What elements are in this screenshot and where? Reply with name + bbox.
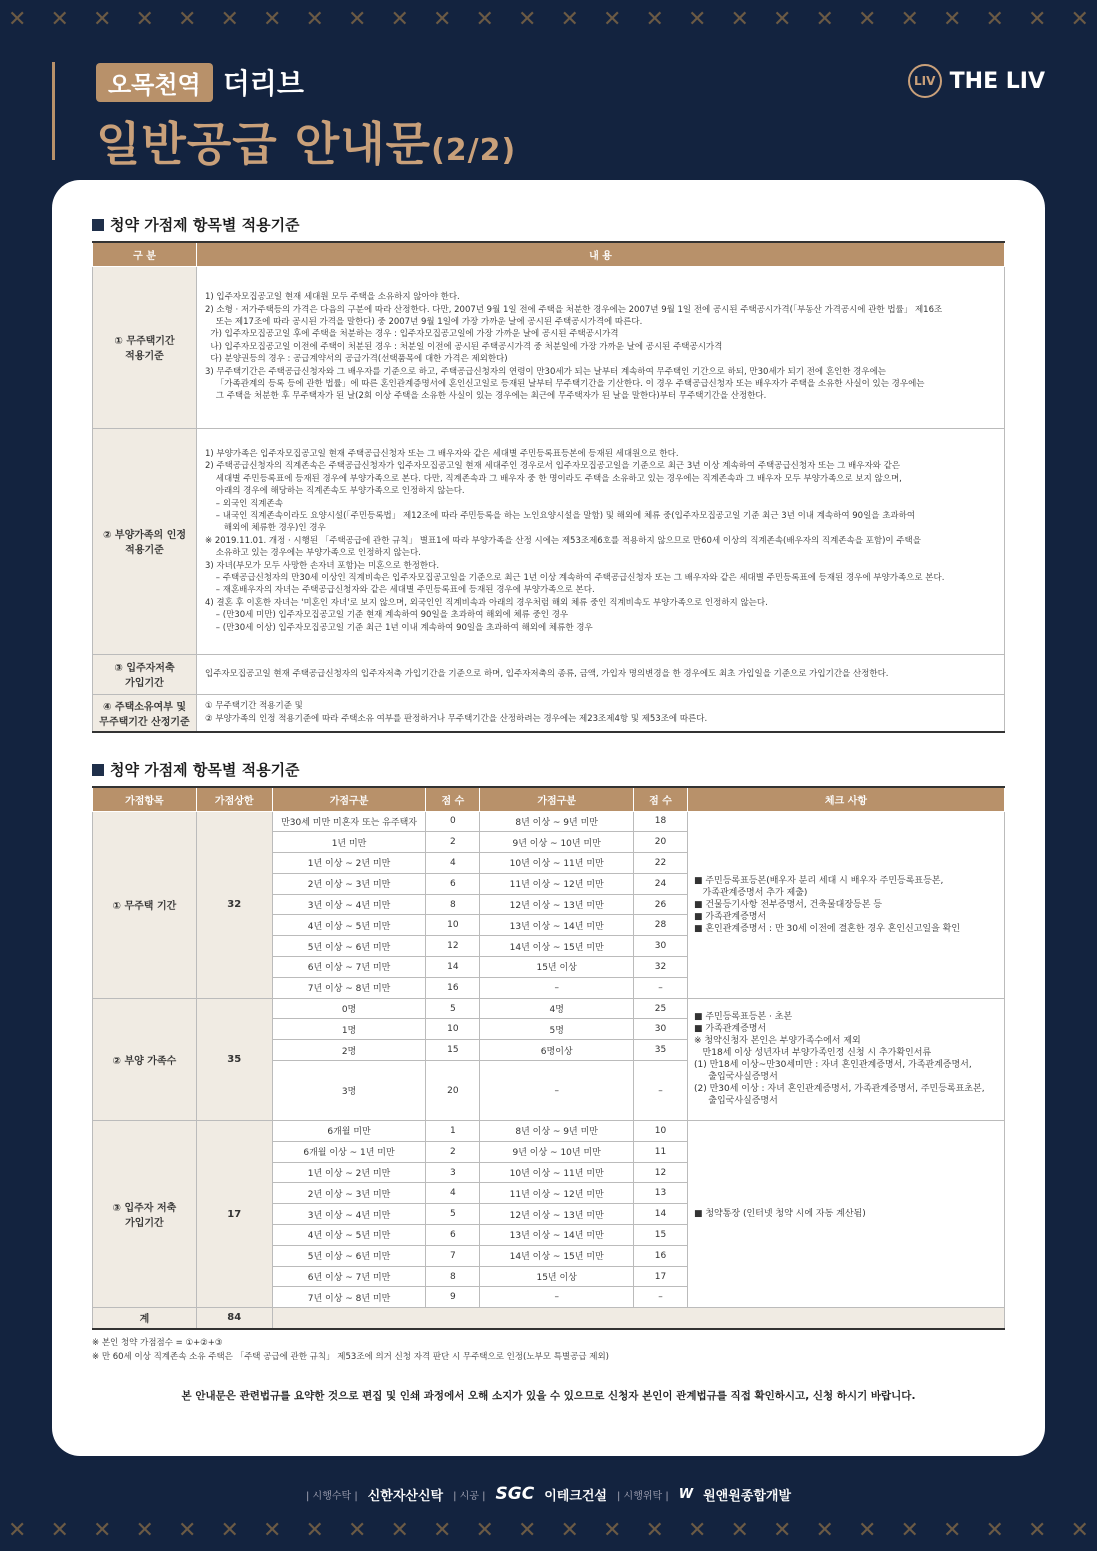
score-cell: 16	[426, 977, 480, 998]
developer-name: 원앤원종합개발	[703, 1488, 791, 1504]
cross-ornament-icon: ✕	[305, 7, 324, 32]
score-cell: 8년 이상 ~ 9년 미만	[480, 811, 634, 832]
score-cell: 5년 이상 ~ 6년 미만	[272, 936, 426, 957]
score-cell: 11년 이상 ~ 12년 미만	[480, 1183, 634, 1204]
header	[96, 62, 516, 174]
score-cell: 1년 이상 ~ 2년 미만	[272, 1162, 426, 1183]
score-max: 32	[196, 811, 272, 998]
criteria-label: ① 무주택기간 적용기준	[93, 266, 197, 428]
score-col-header: 점 수	[634, 787, 688, 811]
cross-ornament-icon: ✕	[1070, 1518, 1089, 1543]
score-table	[92, 786, 1005, 1330]
note-line: ※ 만 60세 이상 직계존속 소유 주택은 「주택 공급에 관한 규칙」 제53조에 의거 신청 자격 판단 시 무주택으로 인정(노부모 특별공급 제외)	[92, 1351, 609, 1362]
score-item-label: ③ 입주자 저축 가입기간	[93, 1121, 197, 1308]
score-cell: 20	[426, 1061, 480, 1121]
col-content: 내 용	[197, 242, 1005, 266]
total-label: 계	[93, 1308, 197, 1329]
score-cell: 32	[634, 957, 688, 978]
score-col-header: 가점항목	[93, 787, 197, 811]
cross-ornament-icon: ✕	[560, 7, 579, 32]
sgc-logo-icon: SGC	[495, 1484, 535, 1504]
score-cell: 1	[426, 1121, 480, 1142]
cross-ornament-icon: ✕	[50, 7, 69, 32]
cross-ornament-icon: ✕	[93, 7, 112, 32]
trustee-name: 신한자산신탁	[367, 1488, 444, 1504]
content-line: 1) 입주자모집공고일 현재 세대원 모두 주택을 소유하지 않아야 한다.	[205, 292, 460, 303]
score-cell: 7년 이상 ~ 8년 미만	[272, 977, 426, 998]
cross-ornament-icon: ✕	[900, 7, 919, 32]
score-cell: 35	[634, 1040, 688, 1061]
score-cell: 7	[426, 1245, 480, 1266]
score-cell: 만30세 미만 미혼자 또는 유주택자	[272, 811, 426, 832]
content-line: – 내국인 직계존속이라도 요양시설(「주민등록법」 제12조에 따라 주민등록을 하는 노인요양시설을 말함) 및 해외에 체류 중(입주자모집공고일 기준 최근 3년 이내 계속하여 90일을 초과하여	[205, 510, 916, 521]
cross-ornament-icon: ✕	[1028, 1518, 1047, 1543]
content-line: – (만30세 미만) 입주자모집공고일 기준 현재 계속하여 90일을 초과하여 해외에 체류 중인 경우	[205, 610, 569, 621]
score-col-header: 점 수	[426, 787, 480, 811]
cross-ornament-icon: ✕	[475, 7, 494, 32]
score-cell: 10	[426, 915, 480, 936]
score-cell: 15년 이상	[480, 1266, 634, 1287]
cross-ornament-icon: ✕	[603, 1518, 622, 1543]
bottom-decoration	[0, 1511, 1097, 1551]
score-cell: 8	[426, 1266, 480, 1287]
criteria-row	[93, 266, 1005, 428]
cross-ornament-icon: ✕	[730, 7, 749, 32]
score-row	[93, 811, 1005, 832]
page-title: 일반공급 안내문(2/2)	[96, 117, 517, 171]
cross-ornament-icon: ✕	[135, 1518, 154, 1543]
score-cell: 14	[426, 957, 480, 978]
check-line: ■ 혼인관계증명서 : 만 30세 이전에 결혼한 경우 혼인신고일을 확인	[693, 923, 961, 934]
col-gubun: 구 분	[93, 242, 197, 266]
the-liv-logo	[908, 64, 1045, 98]
score-cell: 1년 이상 ~ 2년 미만	[272, 853, 426, 874]
content-line: – 외국인 직계존속	[205, 498, 283, 509]
section1-title: 청약 가점제 항목별 적용기준	[92, 214, 1005, 235]
score-cell: 2	[426, 832, 480, 853]
score-cell: –	[480, 977, 634, 998]
score-cell: 24	[634, 873, 688, 894]
score-cell: 10년 이상 ~ 11년 미만	[480, 853, 634, 874]
cross-ornament-icon: ✕	[263, 1518, 282, 1543]
station-tag: 오목천역	[96, 63, 213, 102]
check-line: 만18세 이상 성년자녀 부양가족인정 신청 시 추가확인서류	[693, 1048, 932, 1059]
cross-ornament-icon: ✕	[815, 7, 834, 32]
top-decoration	[0, 0, 1097, 40]
cross-ornament-icon: ✕	[943, 1518, 962, 1543]
check-line: ■ 주민등록표등본 · 초본	[693, 1012, 793, 1023]
content-line: 2) 주택공급신청자의 직계존속은 주택공급신청자가 입주자모집공고일 현재 세대주인 경우로서 입주자모집공고일을 기준으로 최근 3년 이상 계속하여 주택공급신청자 또는 그 배우자와 같은	[205, 461, 901, 472]
content-line: – (만30세 이상) 입주자모집공고일 기준 최근 1년 이내 계속하여 90일을 초과하여 해외에 체류한 경우	[205, 622, 593, 633]
check-line: ■ 주민등록표등본(배우자 분리 세대 시 배우자 주민등록표등본,	[693, 875, 944, 886]
square-bullet-icon	[92, 764, 104, 776]
score-cell: 14	[634, 1204, 688, 1225]
score-cell: –	[480, 1061, 634, 1121]
score-cell: 4	[426, 1183, 480, 1204]
score-cell: 6년 이상 ~ 7년 미만	[272, 957, 426, 978]
score-max: 35	[196, 998, 272, 1120]
score-cell: 14년 이상 ~ 15년 미만	[480, 1245, 634, 1266]
score-cell: 9	[426, 1287, 480, 1308]
criteria-label: ③ 입주자저축 가입기간	[93, 654, 197, 694]
score-row	[93, 998, 1005, 1019]
cross-ornament-icon: ✕	[858, 1518, 877, 1543]
cross-ornament-icon: ✕	[1070, 7, 1089, 32]
trustee-label: | 시행수탁 |	[305, 1490, 358, 1502]
score-cell: 8년 이상 ~ 9년 미만	[480, 1121, 634, 1142]
score-cell: 5명	[480, 1019, 634, 1040]
score-cell: 0명	[272, 998, 426, 1019]
score-cell: 16	[634, 1245, 688, 1266]
score-cell: 12	[426, 936, 480, 957]
score-cell: 10	[426, 1019, 480, 1040]
cross-ornament-icon: ✕	[985, 7, 1004, 32]
check-line: 가족관계증명서 추가 제출)	[693, 887, 808, 898]
score-cell: 8	[426, 894, 480, 915]
score-cell: 28	[634, 915, 688, 936]
cross-ornament-icon: ✕	[475, 1518, 494, 1543]
cross-ornament-icon: ✕	[900, 1518, 919, 1543]
content-line: 입주자모집공고일 현재 주택공급신청자의 입주자저축 가입기간을 기준으로 하며, 입주자저축의 종류, 금액, 가입자 명의변경을 한 경우에도 최초 가입일을 기준으로 가입기간을 산정한다.	[205, 668, 889, 679]
cross-ornament-icon: ✕	[433, 1518, 452, 1543]
content-line: 소유하고 있는 경우에는 부양가족으로 인정하지 않는다.	[205, 548, 421, 559]
cross-ornament-icon: ✕	[390, 1518, 409, 1543]
score-cell: 30	[634, 936, 688, 957]
cross-ornament-icon: ✕	[645, 1518, 664, 1543]
score-cell: 13년 이상 ~ 14년 미만	[480, 915, 634, 936]
score-cell: 25	[634, 998, 688, 1019]
score-item-label: ② 부양 가족수	[93, 998, 197, 1120]
notes	[92, 1336, 1005, 1364]
check-line: (1) 만18세 이상~만30세미만 : 자녀 혼인관계증명서, 가족관계증명서,	[693, 1060, 972, 1071]
logo-text: THE LIV	[949, 68, 1045, 94]
score-cell: 6	[426, 873, 480, 894]
content-line: ① 무주택기간 적용기준 및	[205, 701, 303, 712]
score-cell: 10년 이상 ~ 11년 미만	[480, 1162, 634, 1183]
total-blank	[272, 1308, 1004, 1329]
cross-ornament-icon: ✕	[645, 7, 664, 32]
check-line: ■ 청약통장 (인터넷 청약 시에 자동 계산됨)	[693, 1209, 866, 1220]
score-cell: 4명	[480, 998, 634, 1019]
score-cell: 12	[634, 1162, 688, 1183]
content-line: ② 부양가족의 인정 적용기준에 따라 주택소유 여부를 판정하거나 무주택기간을 산정하려는 경우에는 제23조제4항 및 제53조에 따른다.	[205, 713, 708, 724]
check-line: ■ 건물등기사항 전부증명서, 건축물대장등본 등	[693, 899, 882, 910]
criteria-row	[93, 428, 1005, 654]
cross-ornament-icon: ✕	[688, 1518, 707, 1543]
content-line: 가) 입주자모집공고일 후에 주택을 처분하는 경우 : 입주자모집공고일에 가장 가까운 날에 공시된 주택공시가격	[205, 329, 619, 340]
cross-ornament-icon: ✕	[943, 7, 962, 32]
cross-ornament-icon: ✕	[220, 7, 239, 32]
cross-ornament-icon: ✕	[178, 1518, 197, 1543]
score-cell: 4년 이상 ~ 5년 미만	[272, 915, 426, 936]
cross-ornament-icon: ✕	[815, 1518, 834, 1543]
score-cell: 20	[634, 832, 688, 853]
score-cell: 5년 이상 ~ 6년 미만	[272, 1245, 426, 1266]
content-line: 해외에 체류한 경우)인 경우	[205, 523, 326, 534]
cross-ornament-icon: ✕	[50, 1518, 69, 1543]
score-cell: 13	[634, 1183, 688, 1204]
score-cell: 4	[426, 853, 480, 874]
cross-ornament-icon: ✕	[433, 7, 452, 32]
check-items	[687, 1121, 1004, 1308]
criteria-label: ② 부양가족의 인정 적용기준	[93, 428, 197, 654]
score-cell: 9년 이상 ~ 10년 미만	[480, 832, 634, 853]
score-cell: 12년 이상 ~ 13년 미만	[480, 1204, 634, 1225]
score-cell: 15	[634, 1225, 688, 1246]
content-line: 2) 소형 · 저가주택등의 가격은 다음의 구분에 따라 산정한다. 다만, 2007년 9월 1일 전에 주택을 처분한 경우에는 2007년 9월 1일 전에 공시된 주택공시가격(「부동산 가격공시에 관한 법률」 제16조	[205, 304, 943, 315]
cross-ornament-icon: ✕	[603, 7, 622, 32]
content-line: – 주택공급신청자의 만30세 이상인 직계비속은 입주자모집공고일을 기준으로 최근 1년 이상 계속하여 주택공급신청자 또는 그 배우자와 같은 세대별 주민등록표에 등재된 경우에 부양가족으로 본다.	[205, 573, 945, 584]
disclaimer: 본 안내문은 관련법규를 요약한 것으로 편집 및 인쇄 과정에서 오해 소지가 있을 수 있으므로 신청자 본인이 관계법규를 직접 확인하시고, 신청 하시기 바랍니다.	[181, 1389, 916, 1402]
criteria-content	[197, 694, 1005, 732]
criteria-row	[93, 694, 1005, 732]
cross-ornament-icon: ✕	[985, 1518, 1004, 1543]
score-cell: 7년 이상 ~ 8년 미만	[272, 1287, 426, 1308]
score-cell: 13년 이상 ~ 14년 미만	[480, 1225, 634, 1246]
content-line: 세대별 주민등록표에 등재된 경우에 부양가족으로 본다. 다만, 직계존속과 그 배우자 중 한 명이라도 주택을 소유하고 있는 경우에는 직계존속과 그 배우자 모두 부양가족으로 보지 않으며,	[205, 473, 902, 484]
cross-ornament-icon: ✕	[8, 7, 27, 32]
score-cell: –	[634, 1287, 688, 1308]
criteria-content	[197, 266, 1005, 428]
criteria-label: ④ 주택소유여부 및 무주택기간 산정기준	[93, 694, 197, 732]
score-cell: 9년 이상 ~ 10년 미만	[480, 1141, 634, 1162]
score-cell: 18	[634, 811, 688, 832]
brand-subtitle: 더리브	[222, 67, 304, 100]
score-col-header: 가점구분	[272, 787, 426, 811]
score-cell: –	[634, 977, 688, 998]
cross-ornament-icon: ✕	[730, 1518, 749, 1543]
check-line: ※ 청약신청자 본인은 부양가족수에서 제외	[693, 1036, 861, 1047]
score-col-header: 가점상한	[196, 787, 272, 811]
header-accent-line	[52, 62, 55, 160]
content-line: 또는 제17조에 따라 공시된 가격을 말한다) 중 2007년 9월 1일에 가장 가까운 날에 공시된 주택공시가격에 따른다.	[205, 316, 643, 327]
liv-logo-icon: LIV	[908, 64, 942, 98]
cross-ornament-icon: ✕	[560, 1518, 579, 1543]
cross-ornament-icon: ✕	[305, 1518, 324, 1543]
score-cell: 6년 이상 ~ 7년 미만	[272, 1266, 426, 1287]
score-cell: 17	[634, 1266, 688, 1287]
cross-ornament-icon: ✕	[263, 7, 282, 32]
cross-ornament-icon: ✕	[518, 7, 537, 32]
note-line: ※ 본인 청약 가점점수 = ①+②+③	[92, 1337, 223, 1348]
builder-label: | 시공 |	[453, 1490, 486, 1502]
score-cell: 3년 이상 ~ 4년 미만	[272, 1204, 426, 1225]
check-items	[687, 811, 1004, 998]
score-cell: 11	[634, 1141, 688, 1162]
content-line: 3) 자녀(부모가 모두 사망한 손자녀 포함)는 미혼으로 한정한다.	[205, 560, 440, 571]
total-value: 84	[196, 1308, 272, 1329]
score-cell: –	[634, 1061, 688, 1121]
w-logo-icon: W	[678, 1486, 694, 1502]
score-cell: 6	[426, 1225, 480, 1246]
cross-ornament-icon: ✕	[773, 1518, 792, 1543]
cross-ornament-icon: ✕	[348, 1518, 367, 1543]
page-number: (2/2)	[431, 133, 517, 168]
score-cell: 26	[634, 894, 688, 915]
content-line: ※ 2019.11.01. 개정 · 시행된 「주택공급에 관한 규칙」 별표1에 따라 부양가족을 산정 시에는 제53조제6호를 적용하지 않으므로 만60세 이상의 직계존속(배우자의 직계존속을 포함)이 주택을	[205, 535, 921, 546]
criteria-content	[197, 654, 1005, 694]
score-cell: 2년 이상 ~ 3년 미만	[272, 873, 426, 894]
check-line: ■ 가족관계증명서	[693, 911, 767, 922]
cross-ornament-icon: ✕	[8, 1518, 27, 1543]
score-cell: 10	[634, 1121, 688, 1142]
score-cell: 3년 이상 ~ 4년 미만	[272, 894, 426, 915]
builder-name: 이테크건설	[544, 1488, 607, 1504]
cross-ornament-icon: ✕	[1028, 7, 1047, 32]
score-cell: 5	[426, 1204, 480, 1225]
cross-ornament-icon: ✕	[390, 7, 409, 32]
score-cell: 15	[426, 1040, 480, 1061]
content-line: 다) 분양권등의 경우 : 공급계약서의 공급가격(선택품목에 대한 가격은 제외한다)	[205, 354, 508, 365]
criteria-table	[92, 241, 1005, 733]
check-items	[687, 998, 1004, 1120]
cross-ornament-icon: ✕	[348, 7, 367, 32]
cross-ornament-icon: ✕	[135, 7, 154, 32]
score-col-header: 체크 사항	[687, 787, 1004, 811]
score-cell: 6명이상	[480, 1040, 634, 1061]
score-cell: 6개월 이상 ~ 1년 미만	[272, 1141, 426, 1162]
content-line: 4) 결혼 후 이혼한 자녀는 '미혼인 자녀'로 보지 않으며, 외국인인 직계비속과 아래의 경우처럼 해외 체류 중인 직계비속도 부양가족으로 인정하지 않는다.	[205, 597, 768, 608]
score-cell: 14년 이상 ~ 15년 미만	[480, 936, 634, 957]
footer	[0, 1484, 1097, 1504]
cross-ornament-icon: ✕	[178, 7, 197, 32]
content-line: – 재혼배우자의 자녀는 주택공급신청자와 같은 세대별 주민등록표에 등재된 경우에 부양가족으로 본다.	[205, 585, 595, 596]
cross-ornament-icon: ✕	[773, 7, 792, 32]
score-cell: 2	[426, 1141, 480, 1162]
content-line: 「가족관계의 등록 등에 관한 법률」에 따른 혼인관계증명서에 혼인신고일로 등재된 날부터 무주택기간을 기산한다. 이 경우 주택공급신청자 또는 배우자가 주택을 소유한 사실이 있는 경우에는	[205, 379, 925, 390]
score-cell: 5	[426, 998, 480, 1019]
content-line: 그 주택을 처분한 후 무주택자가 된 날(2회 이상 주택을 소유한 사실이 있는 경우에는 최근에 무주택자가 된 날을 말한다)부터 무주택기간을 산정한다.	[205, 391, 767, 402]
content-line: 아래의 경우에 해당하는 직계존속도 부양가족으로 인정하지 않는다.	[205, 486, 465, 497]
score-cell: 11년 이상 ~ 12년 미만	[480, 873, 634, 894]
content-line: 나) 입주자모집공고일 이전에 주택이 처분된 경우 : 처분일 이전에 공시된 주택공시가격 중 처분일에 가장 가까운 날에 공시된 주택공시가격	[205, 341, 723, 352]
score-cell: 4년 이상 ~ 5년 미만	[272, 1225, 426, 1246]
score-max: 17	[196, 1121, 272, 1308]
score-cell: –	[480, 1287, 634, 1308]
square-bullet-icon	[92, 219, 104, 231]
check-line: 출입국사실증명서	[693, 1096, 778, 1107]
cross-ornament-icon: ✕	[688, 7, 707, 32]
check-line: 출입국사실증명서	[693, 1072, 778, 1083]
score-cell: 12년 이상 ~ 13년 미만	[480, 894, 634, 915]
score-item-label: ① 무주택 기간	[93, 811, 197, 998]
developer-label: | 시행위탁 |	[617, 1490, 669, 1502]
score-cell: 3	[426, 1162, 480, 1183]
content-line: 1) 부양가족은 입주자모집공고일 현재 주택공급신청자 또는 그 배우자와 같은 세대별 주민등록표등본에 등재된 세대원으로 한다.	[205, 448, 679, 459]
score-cell: 1년 미만	[272, 832, 426, 853]
score-row	[93, 1121, 1005, 1142]
score-cell: 2년 이상 ~ 3년 미만	[272, 1183, 426, 1204]
check-line: ■ 가족관계증명서	[693, 1024, 767, 1035]
score-cell: 30	[634, 1019, 688, 1040]
section2-title: 청약 가점제 항목별 적용기준	[92, 759, 1005, 780]
cross-ornament-icon: ✕	[93, 1518, 112, 1543]
cross-ornament-icon: ✕	[518, 1518, 537, 1543]
score-cell: 15년 이상	[480, 957, 634, 978]
criteria-content	[197, 428, 1005, 654]
check-line: (2) 만30세 이상 : 자녀 혼인관계증명서, 가족관계증명서, 주민등록표초본,	[693, 1084, 985, 1095]
score-cell: 3명	[272, 1061, 426, 1121]
cross-ornament-icon: ✕	[220, 1518, 239, 1543]
cross-ornament-icon: ✕	[858, 7, 877, 32]
criteria-row	[93, 654, 1005, 694]
score-cell: 6개월 미만	[272, 1121, 426, 1142]
content-card	[52, 180, 1045, 1456]
score-cell: 1명	[272, 1019, 426, 1040]
score-cell: 22	[634, 853, 688, 874]
score-cell: 0	[426, 811, 480, 832]
total-row	[93, 1308, 1005, 1329]
score-col-header: 가점구분	[480, 787, 634, 811]
score-cell: 2명	[272, 1040, 426, 1061]
content-line: 3) 무주택기간은 주택공급신청자와 그 배우자를 기준으로 하고, 주택공급신청자의 연령이 만30세가 되는 날부터 계속하여 무주택인 기간으로 하되, 만30세가 되기 전에 혼인한 경우에는	[205, 366, 886, 377]
